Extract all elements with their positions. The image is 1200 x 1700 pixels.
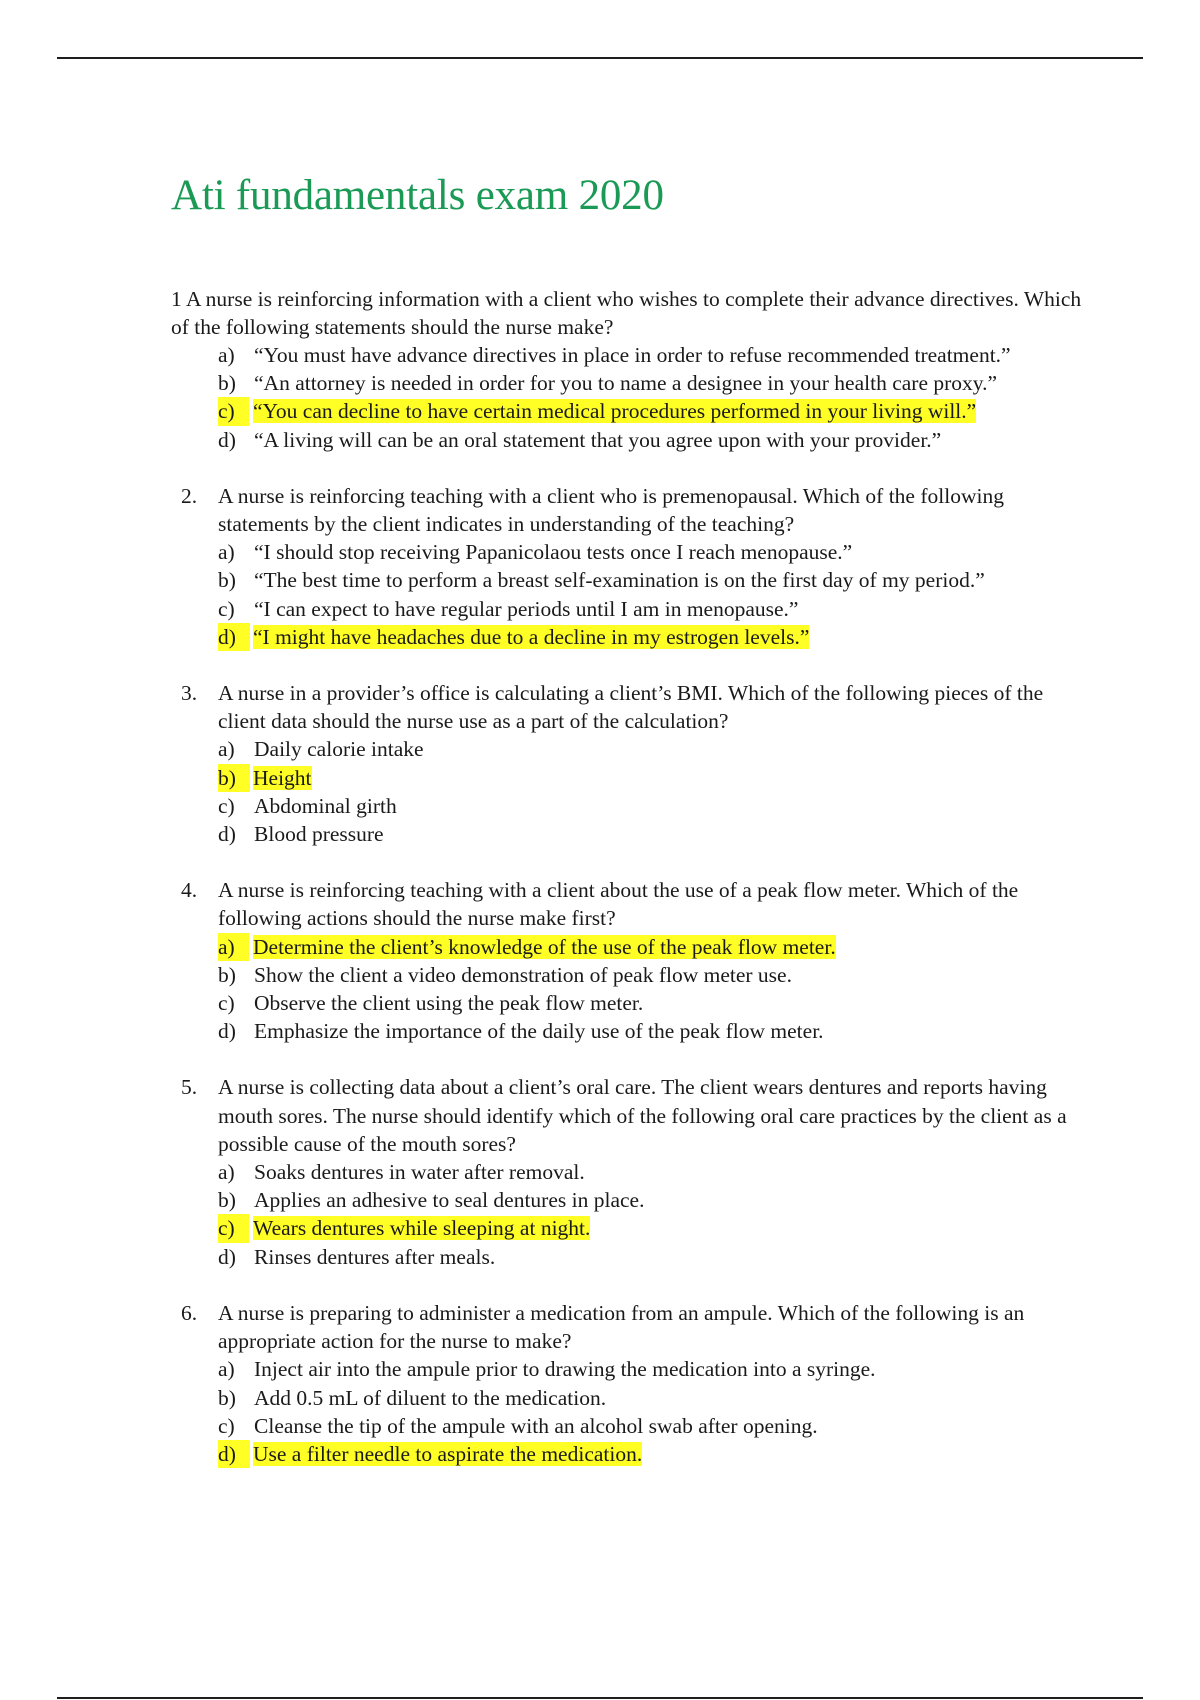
option-letter: c) — [218, 1214, 249, 1242]
option-letter: d) — [218, 623, 250, 651]
question-stem — [171, 1299, 1091, 1355]
answer-option-d — [218, 820, 1091, 848]
option-letter: b) — [218, 962, 236, 987]
option-letter: c) — [218, 1413, 235, 1438]
option-text: Add 0.5 mL of diluent to the medication. — [254, 1385, 607, 1410]
answer-option-c — [218, 989, 1091, 1017]
option-text: “You must have advance directives in place in order to refuse recommended treatment.” — [254, 343, 1011, 367]
answer-option-d-highlighted — [218, 1440, 1091, 1468]
option-text: Show the client a video demonstration of peak flow meter use. — [254, 962, 792, 987]
answer-options — [171, 1355, 1091, 1468]
answer-option-a — [218, 1158, 1091, 1186]
answer-option-c — [218, 595, 1091, 623]
option-letter: a) — [218, 343, 235, 367]
answer-option-c — [218, 792, 1091, 820]
answer-options — [171, 538, 1091, 651]
option-letter: b) — [218, 764, 250, 792]
answer-options — [171, 933, 1091, 1046]
question-text: A nurse is reinforcing teaching with a client who is premenopausal. Which of the following statements by the client indicates in understanding of the teaching? — [218, 483, 1004, 537]
option-text: “An attorney is needed in order for you to name a designee in your health care proxy.” — [254, 371, 998, 396]
question-text: A nurse in a provider’s office is calculating a client’s BMI. Which of the following pieces of the client data should the nurse use as a part of the calculation? — [218, 681, 1044, 734]
answer-option-a-highlighted — [218, 933, 1091, 961]
question-1 — [171, 285, 1091, 454]
option-letter: d) — [218, 822, 236, 847]
option-text: Wears dentures while sleeping at night. — [253, 1216, 591, 1241]
option-letter: c) — [218, 596, 235, 621]
answer-options — [171, 1158, 1091, 1271]
option-text: Soaks dentures in water after removal. — [254, 1160, 585, 1185]
answer-options — [171, 735, 1091, 848]
answer-option-a — [218, 341, 1091, 369]
document-title: Ati fundamentals exam 2020 — [171, 172, 664, 219]
option-letter: a) — [218, 737, 235, 762]
answer-option-b — [218, 566, 1091, 594]
question-3 — [171, 679, 1091, 848]
question-stem — [171, 679, 1091, 735]
question-number: 1 — [171, 286, 182, 311]
option-letter: a) — [218, 933, 249, 961]
option-letter: c) — [218, 397, 249, 425]
answer-option-c-highlighted — [218, 397, 1091, 425]
option-text: Height — [253, 765, 312, 790]
option-text: Use a filter needle to aspirate the medication. — [253, 1441, 643, 1466]
option-text: “I might have headaches due to a decline in my estrogen levels.” — [253, 624, 810, 649]
document-page — [171, 170, 1091, 1468]
option-letter: d) — [218, 1440, 250, 1468]
option-text: “You can decline to have certain medical procedures performed in your living will.” — [253, 399, 977, 424]
option-text: “I should stop receiving Papanicolaou tests once I reach menopause.” — [254, 540, 853, 565]
option-letter: a) — [218, 540, 235, 565]
option-letter: a) — [218, 1357, 235, 1382]
question-number: 5. — [181, 1075, 198, 1100]
answer-options — [171, 341, 1091, 454]
option-text: “The best time to perform a breast self-examination is on the first day of my period.” — [254, 568, 985, 593]
answer-option-d-highlighted — [218, 623, 1091, 651]
answer-option-c — [218, 1412, 1091, 1440]
option-letter: b) — [218, 568, 236, 593]
option-letter: b) — [218, 1385, 236, 1410]
option-letter: d) — [218, 1019, 236, 1044]
question-number: 2. — [181, 483, 198, 508]
option-text: “A living will can be an oral statement that you agree upon with your provider.” — [254, 427, 942, 452]
option-letter: d) — [218, 1244, 236, 1269]
option-text: Inject air into the ampule prior to drawing the medication into a syringe. — [254, 1357, 876, 1382]
answer-option-d — [218, 426, 1091, 454]
answer-option-b — [218, 369, 1091, 397]
question-stem — [171, 285, 1091, 341]
answer-option-b-highlighted — [218, 764, 1091, 792]
option-text: Determine the client’s knowledge of the use of the peak flow meter. — [253, 934, 836, 959]
option-text: Daily calorie intake — [254, 737, 424, 762]
option-letter: b) — [218, 371, 236, 396]
option-text: “I can expect to have regular periods until I am in menopause.” — [254, 596, 799, 621]
option-text: Blood pressure — [254, 822, 384, 847]
option-text: Applies an adhesive to seal dentures in place. — [254, 1188, 645, 1213]
option-letter: c) — [218, 793, 235, 818]
option-text: Rinses dentures after meals. — [254, 1244, 496, 1269]
answer-option-b — [218, 1186, 1091, 1214]
option-text: Cleanse the tip of the ampule with an alcohol swab after opening. — [254, 1413, 818, 1438]
answer-option-b — [218, 961, 1091, 989]
question-5 — [171, 1073, 1091, 1270]
question-stem — [171, 482, 1091, 538]
question-number: 6. — [181, 1300, 198, 1325]
option-text: Abdominal girth — [254, 793, 397, 818]
question-text: A nurse is reinforcing teaching with a client about the use of a peak flow meter. Which of the following actions should the nurse make first? — [218, 878, 1019, 931]
question-6 — [171, 1299, 1091, 1468]
option-letter: c) — [218, 991, 235, 1016]
question-number: 3. — [181, 681, 198, 706]
header-rule — [57, 57, 1143, 59]
option-letter: a) — [218, 1160, 235, 1185]
answer-option-a — [218, 735, 1091, 763]
question-stem — [171, 1073, 1091, 1158]
option-text: Emphasize the importance of the daily use of the peak flow meter. — [254, 1019, 824, 1044]
question-text: A nurse is collecting data about a client’s oral care. The client wears dentures and reports having mouth sores. The nurse should identify which of the following oral care practices by the client as a possible cause of the mouth sores? — [218, 1075, 1067, 1156]
question-text: A nurse is reinforcing information with a client who wishes to complete their advance directives. Which of the following statements should the nurse make? — [171, 286, 1082, 339]
footer-rule — [57, 1697, 1143, 1699]
answer-option-d — [218, 1017, 1091, 1045]
answer-option-c-highlighted — [218, 1214, 1091, 1242]
option-letter: b) — [218, 1188, 236, 1213]
answer-option-a — [218, 538, 1091, 566]
question-2 — [171, 482, 1091, 651]
option-text: Observe the client using the peak flow meter. — [254, 991, 644, 1016]
answer-option-b — [218, 1384, 1091, 1412]
answer-option-a — [218, 1355, 1091, 1383]
option-letter: d) — [218, 427, 236, 452]
question-text: A nurse is preparing to administer a medication from an ampule. Which of the following is an appropriate action for the nurse to make? — [218, 1300, 1025, 1354]
question-4 — [171, 876, 1091, 1045]
question-number: 4. — [181, 878, 198, 903]
question-stem — [171, 876, 1091, 932]
answer-option-d — [218, 1243, 1091, 1271]
